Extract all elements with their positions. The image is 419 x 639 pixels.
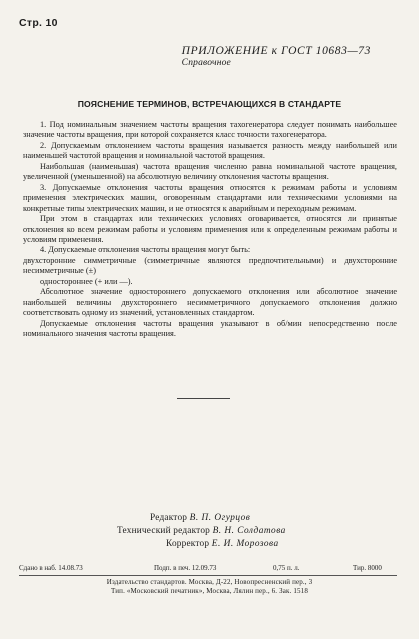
print-run: Тир. 8000	[353, 564, 382, 572]
paragraph: 2. Допускаемым отклонением частоты вращения называется разность между наибольшей или наименьшей частотой вращения и номинальной частотой вращения.	[23, 140, 397, 161]
paragraph: Наибольшая (наименьшая) частота вращения численно равна номинальной частоте вращения, увеличенной (уменьшенной) на абсолютную величину отклонения частоты вращения.	[23, 161, 397, 182]
signed-date: Подп. в печ. 12.09.73	[154, 564, 217, 572]
list-item: одностороннее (+ или —).	[40, 276, 133, 286]
tech-editor-name: В. Н. Солдатова	[212, 526, 286, 536]
imprint	[0, 578, 419, 596]
paragraph: Абсолютное значение одностороннего допускаемого отклонения или абсолютное значение наибольшей величины двухстороннего несимметричного допускаемого отклонения должно соответствовать одному из значений, установленных стандартом.	[23, 287, 397, 318]
appendix-header	[182, 45, 371, 68]
paragraph: 4. Допускаемые отклонения частоты вращения могут быть:	[40, 245, 251, 255]
page-number: Стр. 10	[19, 17, 58, 29]
submitted-date: Сдано в наб. 14.08.73	[19, 564, 83, 572]
editor-name: В. П. Огурцов	[189, 513, 251, 523]
appendix-subtitle: Справочное	[181, 58, 231, 68]
publication-info	[19, 564, 399, 574]
paragraph: Допускаемые отклонения частоты вращения указывают в об/мин непосредственно после номинального значения частоты вращения.	[23, 318, 397, 339]
appendix-title: ПРИЛОЖЕНИЕ к ГОСТ 10683—73	[181, 45, 371, 57]
separator-line	[177, 398, 230, 399]
footer-rule	[19, 575, 397, 576]
paragraph: 1. Под номинальным значением частоты вращения тахогенератора следует понимать наибольшее значение частоты вращения, при которой сохраняется класс точности тахогенератора.	[23, 120, 397, 140]
document-body	[23, 120, 397, 340]
print-volume: 0,75 п. л.	[273, 564, 300, 572]
editor-row	[117, 512, 286, 525]
corrector-row	[117, 538, 286, 551]
tech-editor-row	[117, 525, 286, 538]
list-item: двухсторонние симметричные (симметричные являются предпочтительными) и двухсторонние несимметричные (±)	[23, 255, 397, 276]
section-title: ПОЯСНЕНИЕ ТЕРМИНОВ, ВСТРЕЧАЮЩИХСЯ В СТАНДАРТЕ	[77, 99, 342, 109]
paragraph: 3. Допускаемые отклонения частоты вращения относятся к режимам работы и условиям применения электрических машин, оговоренным стандартами или техническими условиями на конкретные типы электрических машин, и не относятся к аварийным и переходным режимам.	[23, 182, 397, 213]
corrector-name: Е. И. Морозова	[211, 539, 279, 549]
paragraph: При этом в стандартах или технических условиях оговаривается, относятся ли принятые отклонения ко всем режимам работы и условиям применения или к определенным режимам работы и условиям применения.	[23, 214, 397, 244]
editors-block	[117, 512, 286, 551]
printer-line: Тип. «Московский печатник», Москва, Лялин пер., 6. Зак. 1518	[111, 587, 308, 595]
tech-editor-role: Технический редактор	[117, 526, 211, 536]
corrector-role: Корректор	[166, 539, 210, 549]
editor-role: Редактор	[150, 513, 188, 523]
publisher-line: Издательство стандартов. Москва, Д-22, Новопресненский пер., 3	[106, 578, 313, 586]
